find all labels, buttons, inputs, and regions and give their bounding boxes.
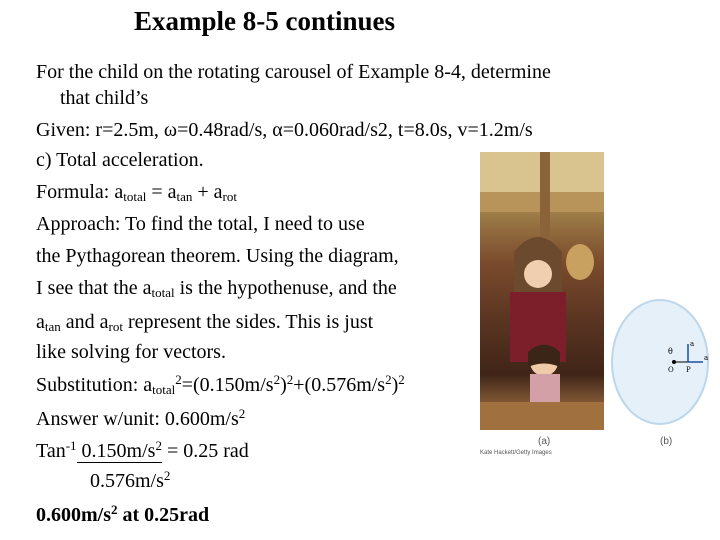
- subst-sup2: 2: [273, 372, 281, 387]
- part-c-line: c) Total acceleration.: [36, 149, 204, 171]
- approach3-rest: is the hypothenuse, and the: [174, 277, 397, 299]
- final-sup: 2: [111, 502, 118, 517]
- o-label: O: [668, 366, 674, 374]
- answer-sup: 2: [238, 406, 246, 421]
- answer-line: [36, 402, 245, 431]
- final-rest: at 0.25rad: [117, 504, 210, 526]
- subst-r2: ): [280, 374, 287, 396]
- formula-plus: + a: [192, 181, 223, 203]
- approach-line-5: like solving for vectors.: [36, 341, 226, 363]
- approach3-sub: total: [151, 285, 175, 300]
- photo-credit: Kate Hackett/Getty Images: [480, 450, 552, 456]
- carousel-photo: [480, 152, 604, 430]
- slide-title: Example 8-5 continues: [134, 6, 396, 36]
- subst-sub: total: [152, 382, 176, 397]
- approach-line-2: the Pythagorean theorem. Using the diagram,: [36, 245, 399, 267]
- a-tan-label: a: [690, 340, 695, 348]
- final-answer-line: [36, 498, 209, 527]
- tan-num-text: 0.150m/s: [76, 440, 156, 462]
- subst-sup1: 2: [175, 372, 182, 387]
- denominator-line: [90, 464, 170, 493]
- approach4-mid: and a: [60, 311, 109, 333]
- denom-sup: 2: [163, 468, 171, 483]
- tan-numerator: [77, 440, 162, 463]
- carousel-photo-art: [480, 152, 604, 430]
- answer-text: Answer w/unit: 0.600m/s: [36, 408, 239, 430]
- approach4-rest: represent the sides. This is just: [123, 311, 374, 333]
- given-text: Given: r=2.5m, ω=0.48rad/s, α=0.060rad/s2, t=8.0s, v=1.2m/s: [36, 119, 533, 141]
- panel-b-label: (b): [660, 436, 673, 447]
- theta-label: θ: [668, 347, 673, 356]
- approach-line-4: [36, 310, 373, 339]
- formula-sub-tan: tan: [176, 189, 193, 204]
- formula-sub-rot: rot: [222, 189, 237, 204]
- p-label: P: [686, 366, 691, 374]
- formula-lead: Formula: a: [36, 181, 124, 203]
- substitution-line: [36, 368, 405, 402]
- tan-lead: Tan: [36, 440, 66, 462]
- a-r-label: a: [704, 354, 709, 362]
- formula-line: [36, 180, 237, 209]
- approach-line-3: [36, 276, 397, 305]
- tan-line: [36, 434, 249, 463]
- tan-sup: -1: [65, 438, 77, 453]
- subst-r3: +(0.576m/s: [293, 374, 386, 396]
- approach4-a1: a: [36, 311, 45, 333]
- formula-eq: = a: [146, 181, 177, 203]
- approach3-lead: I see that the a: [36, 277, 152, 299]
- intro-line-2: that child’s: [60, 87, 149, 109]
- formula-sub-total: total: [123, 189, 147, 204]
- subst-lead: Substitution: a: [36, 374, 153, 396]
- subst-r4: ): [391, 374, 399, 396]
- rotation-diagram: [608, 290, 718, 430]
- subst-sup3: 2: [286, 372, 294, 387]
- tan-num-sup: 2: [155, 438, 162, 453]
- approach4-sub-tan: tan: [44, 319, 61, 334]
- approach-line-1: Approach: To find the total, I need to use: [36, 213, 365, 235]
- intro-line-1: For the child on the rotating carousel of Example 8-4, determine: [36, 61, 551, 83]
- given-line: [36, 118, 533, 142]
- subst-r1: =(0.150m/s: [181, 374, 274, 396]
- approach4-sub-rot: rot: [108, 319, 123, 334]
- denom-text: 0.576m/s: [90, 470, 164, 492]
- final-val: 0.600m/s: [36, 504, 111, 526]
- panel-a-label: (a): [538, 436, 551, 447]
- subst-sup5: 2: [398, 372, 405, 387]
- subst-sup4: 2: [385, 372, 392, 387]
- tan-eq: = 0.25 rad: [161, 440, 249, 462]
